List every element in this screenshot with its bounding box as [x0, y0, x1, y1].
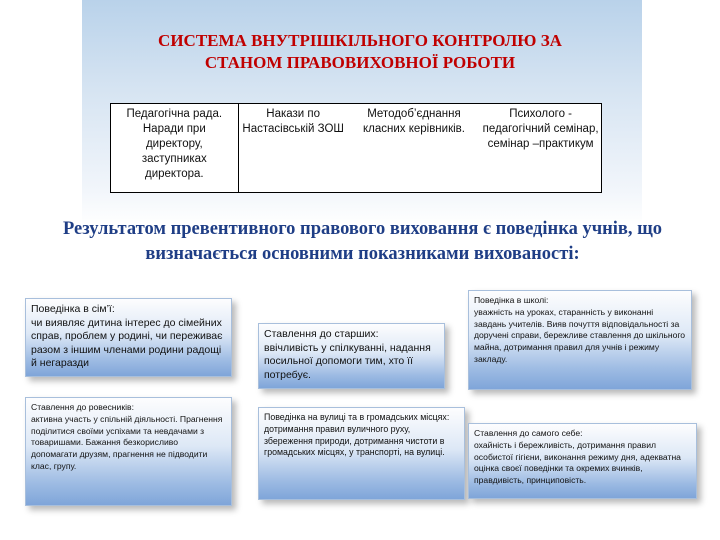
box-peers-heading: Ставлення до ровесників: [31, 402, 134, 412]
cell-methodical-union: Методоб’єднання класних керівників. [362, 108, 465, 135]
box-street-heading: Поведінка на вулиці та в громадських місцях: [264, 412, 450, 422]
box-elders-heading: Ставлення до старших: [264, 328, 379, 340]
box-school-heading: Поведінка в школі: [474, 295, 549, 305]
box-family-heading: Поведінка в сім’ї: [31, 303, 115, 315]
box-family-behavior [25, 298, 232, 377]
title-line-1: СИСТЕМА ВНУТРІШКІЛЬНОГО КОНТРОЛЮ ЗА [158, 31, 562, 50]
box-self-attitude [468, 423, 697, 499]
cell-psychological-seminar: Психолого - педагогічний семінар, семінар –практикум [482, 108, 599, 150]
box-family-text: чи виявляє дитина інтерес до сімейних справ, проблем у родині, чи переживає разом з іншим членами родини радощі й негаразди [31, 316, 223, 369]
cell-school-orders: Накази по Настасівській ЗОШ [242, 108, 344, 135]
box-school-text: уважність на уроках, старанність у виконанні завдань учителів. Вияв почуття відповідальності за доручені справи, бережливе ставлення до шкільного майна, дотримання правил для учнів і режиму закладу. [474, 306, 686, 364]
box-school-behavior [468, 290, 692, 390]
title-line-2: СТАНОМ ПРАВОВИХОВНОЇ РОБОТИ [204, 53, 516, 72]
box-elders-attitude [258, 323, 445, 389]
page-title [100, 30, 620, 74]
box-peers-text: активна участь у спільній діяльності. Прагнення поділитися своїми успіхами та невдачами з товаришами. Бажання безкорисливо допомагати друзям, прагнення не підводити клас, групу. [31, 413, 223, 471]
box-self-text: охайність і бережливість, дотримання правил особистої гігієни, виконання режиму дня, адекватна оцінка своєї поведінки та окремих вчинків, правдивість, принциповість. [474, 439, 681, 486]
box-peers-attitude [25, 397, 232, 506]
box-street-text: дотримання правил вуличного руху, збереження природи, дотримання чистоти в громадських місцях, у транспорті, на вулиці. [264, 423, 445, 458]
box-street-behavior [258, 407, 465, 500]
cell-pedagogical-council: Педагогічна рада. Наради при директору, заступниках директора. [111, 104, 239, 192]
result-statement: Результатом превентивного правового виховання є поведінка учнів, що визначається основними показниками вихованості: [62, 219, 663, 264]
box-elders-text: ввічливість у спілкуванні, надання посильної допомоги тим, хто її потребує. [264, 341, 431, 381]
box-self-heading: Ставлення до самого себе: [474, 428, 583, 438]
control-forms-table [110, 103, 602, 193]
